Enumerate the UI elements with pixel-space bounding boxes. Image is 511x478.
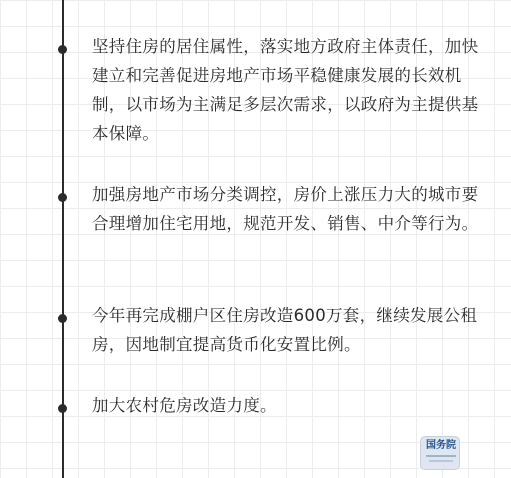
paragraph-shantytown-renovation: 今年再完成棚户区住房改造600万套，继续发展公租房，因地制宜提高货币化安置比例。 <box>92 306 478 354</box>
bullet-dot <box>58 314 67 323</box>
bullet-dot <box>58 45 67 54</box>
paragraph-market-control: 加强房地产市场分类调控，房价上涨压力大的城市要合理增加住宅用地，规范开发、销售、中介等行为。 <box>92 185 479 233</box>
bullet-dot <box>58 404 67 413</box>
logo-underline <box>429 460 453 462</box>
bullet-dot <box>58 193 67 202</box>
logo-label: 国务院 <box>426 440 456 451</box>
state-council-logo <box>420 436 460 470</box>
logo-underline <box>426 455 456 457</box>
paragraph-housing-attribute: 坚持住房的居住属性，落实地方政府主体责任，加快建立和完善促进房地产市场平稳健康发展的长效机制，以市场为主满足多层次需求，以政府为主提供基本保障。 <box>92 37 479 143</box>
paragraph-rural-housing: 加大农村危房改造力度。 <box>92 396 277 415</box>
